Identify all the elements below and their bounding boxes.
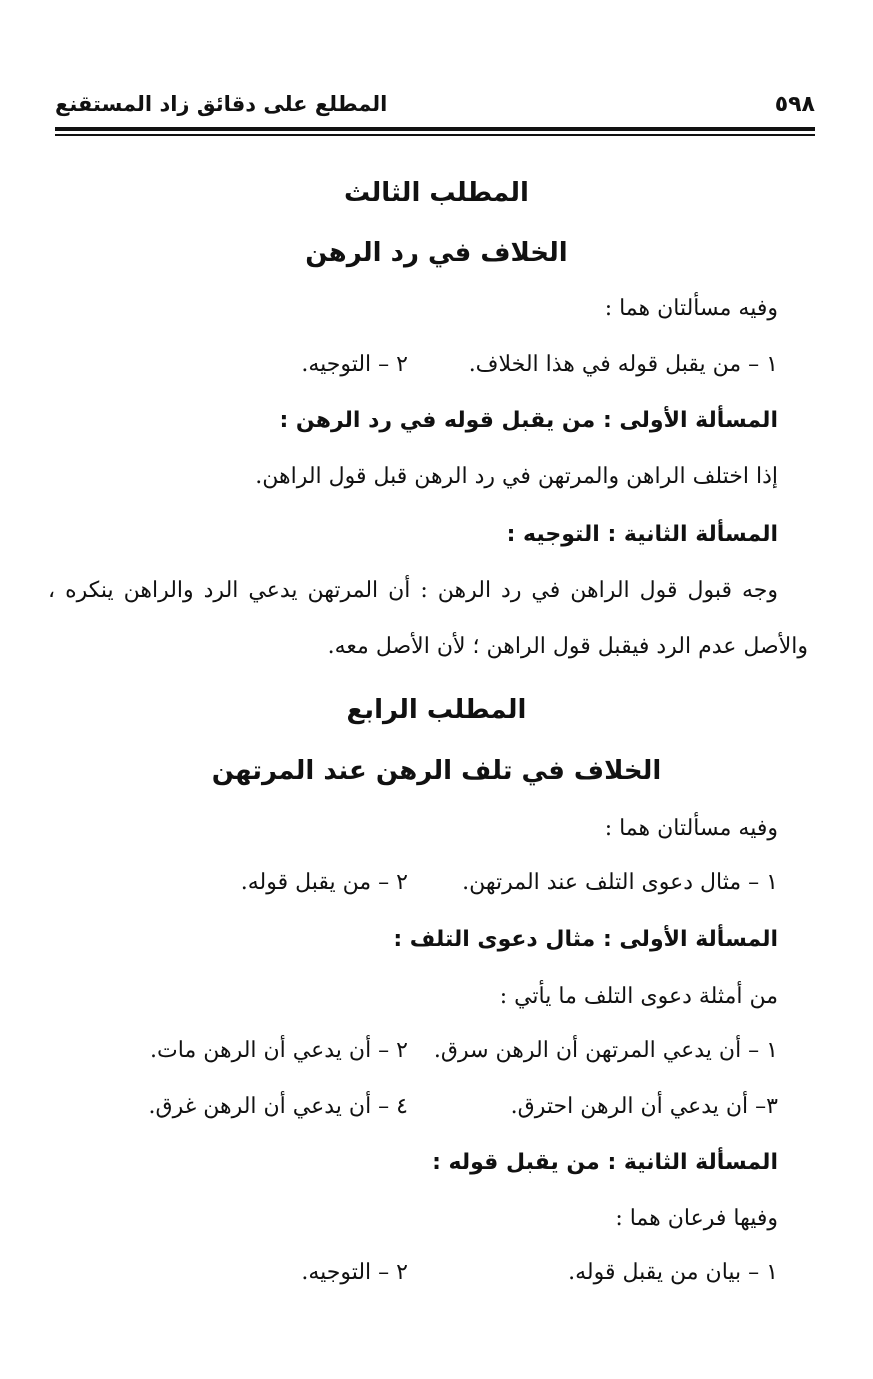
header-rule-thin [55, 134, 815, 136]
list-item: ١ – بيان من يقبل قوله. [568, 1260, 778, 1285]
section3-intro: وفيه مسألتان هما : [604, 296, 778, 321]
list-item: ٢ – من يقبل قوله. [240, 870, 408, 895]
section3-q1-heading: المسألة الأولى : من يقبل قوله في رد الرهن : [279, 408, 778, 433]
book-title: المطلع على دقائق زاد المستقنع [55, 92, 388, 116]
section4-subtitle: الخلاف في تلف الرهن عند المرتهن [211, 756, 662, 786]
section4-title: المطلب الرابع [346, 695, 527, 725]
section4-items [95, 870, 778, 902]
list-item: ٢ – التوجيه. [301, 1260, 408, 1285]
list-item: ١ – مثال دعوى التلف عند المرتهن. [462, 870, 778, 895]
list-item: ١ – أن يدعي المرتهن أن الرهن سرق. [433, 1038, 778, 1063]
list-item: ١ – من يقبل قوله في هذا الخلاف. [468, 352, 778, 377]
page-number: ٥٩٨ [774, 92, 815, 117]
section4-q1-heading: المسألة الأولى : مثال دعوى التلف : [393, 927, 778, 952]
section3-q2-heading: المسألة الثانية : التوجيه : [506, 522, 778, 547]
section4-q2-heading: المسألة الثانية : من يقبل قوله : [432, 1150, 778, 1175]
examples-row-2 [95, 1094, 778, 1126]
section4-intro: وفيه مسألتان هما : [604, 816, 778, 841]
section3-title: المطلب الثالث [344, 178, 529, 208]
section3-subtitle: الخلاف في رد الرهن [305, 238, 568, 268]
list-item: ٤ – أن يدعي أن الرهن غرق. [148, 1094, 408, 1119]
list-item: ٣– أن يدعي أن الرهن احترق. [510, 1094, 778, 1119]
section4-q1-intro: من أمثلة دعوى التلف ما يأتي : [499, 984, 778, 1009]
section3-items [95, 352, 778, 384]
examples-row-1 [95, 1038, 778, 1070]
list-item: ٢ – التوجيه. [301, 352, 408, 377]
branches-row [95, 1260, 778, 1292]
header-rule-thick [55, 127, 815, 131]
section3-q2-line2: والأصل عدم الرد فيقبل قول الراهن ؛ لأن الأصل معه. [327, 634, 808, 659]
section4-q2-intro: وفيها فرعان هما : [615, 1206, 778, 1231]
section3-q1-text: إذا اختلف الراهن والمرتهن في رد الرهن قبل قول الراهن. [255, 464, 778, 489]
section3-q2-line1: وجه قبول قول الراهن في رد الرهن : أن المرتهن يدعي الرد والراهن ينكره ، [48, 578, 778, 603]
page-header [55, 92, 815, 122]
list-item: ٢ – أن يدعي أن الرهن مات. [150, 1038, 408, 1063]
